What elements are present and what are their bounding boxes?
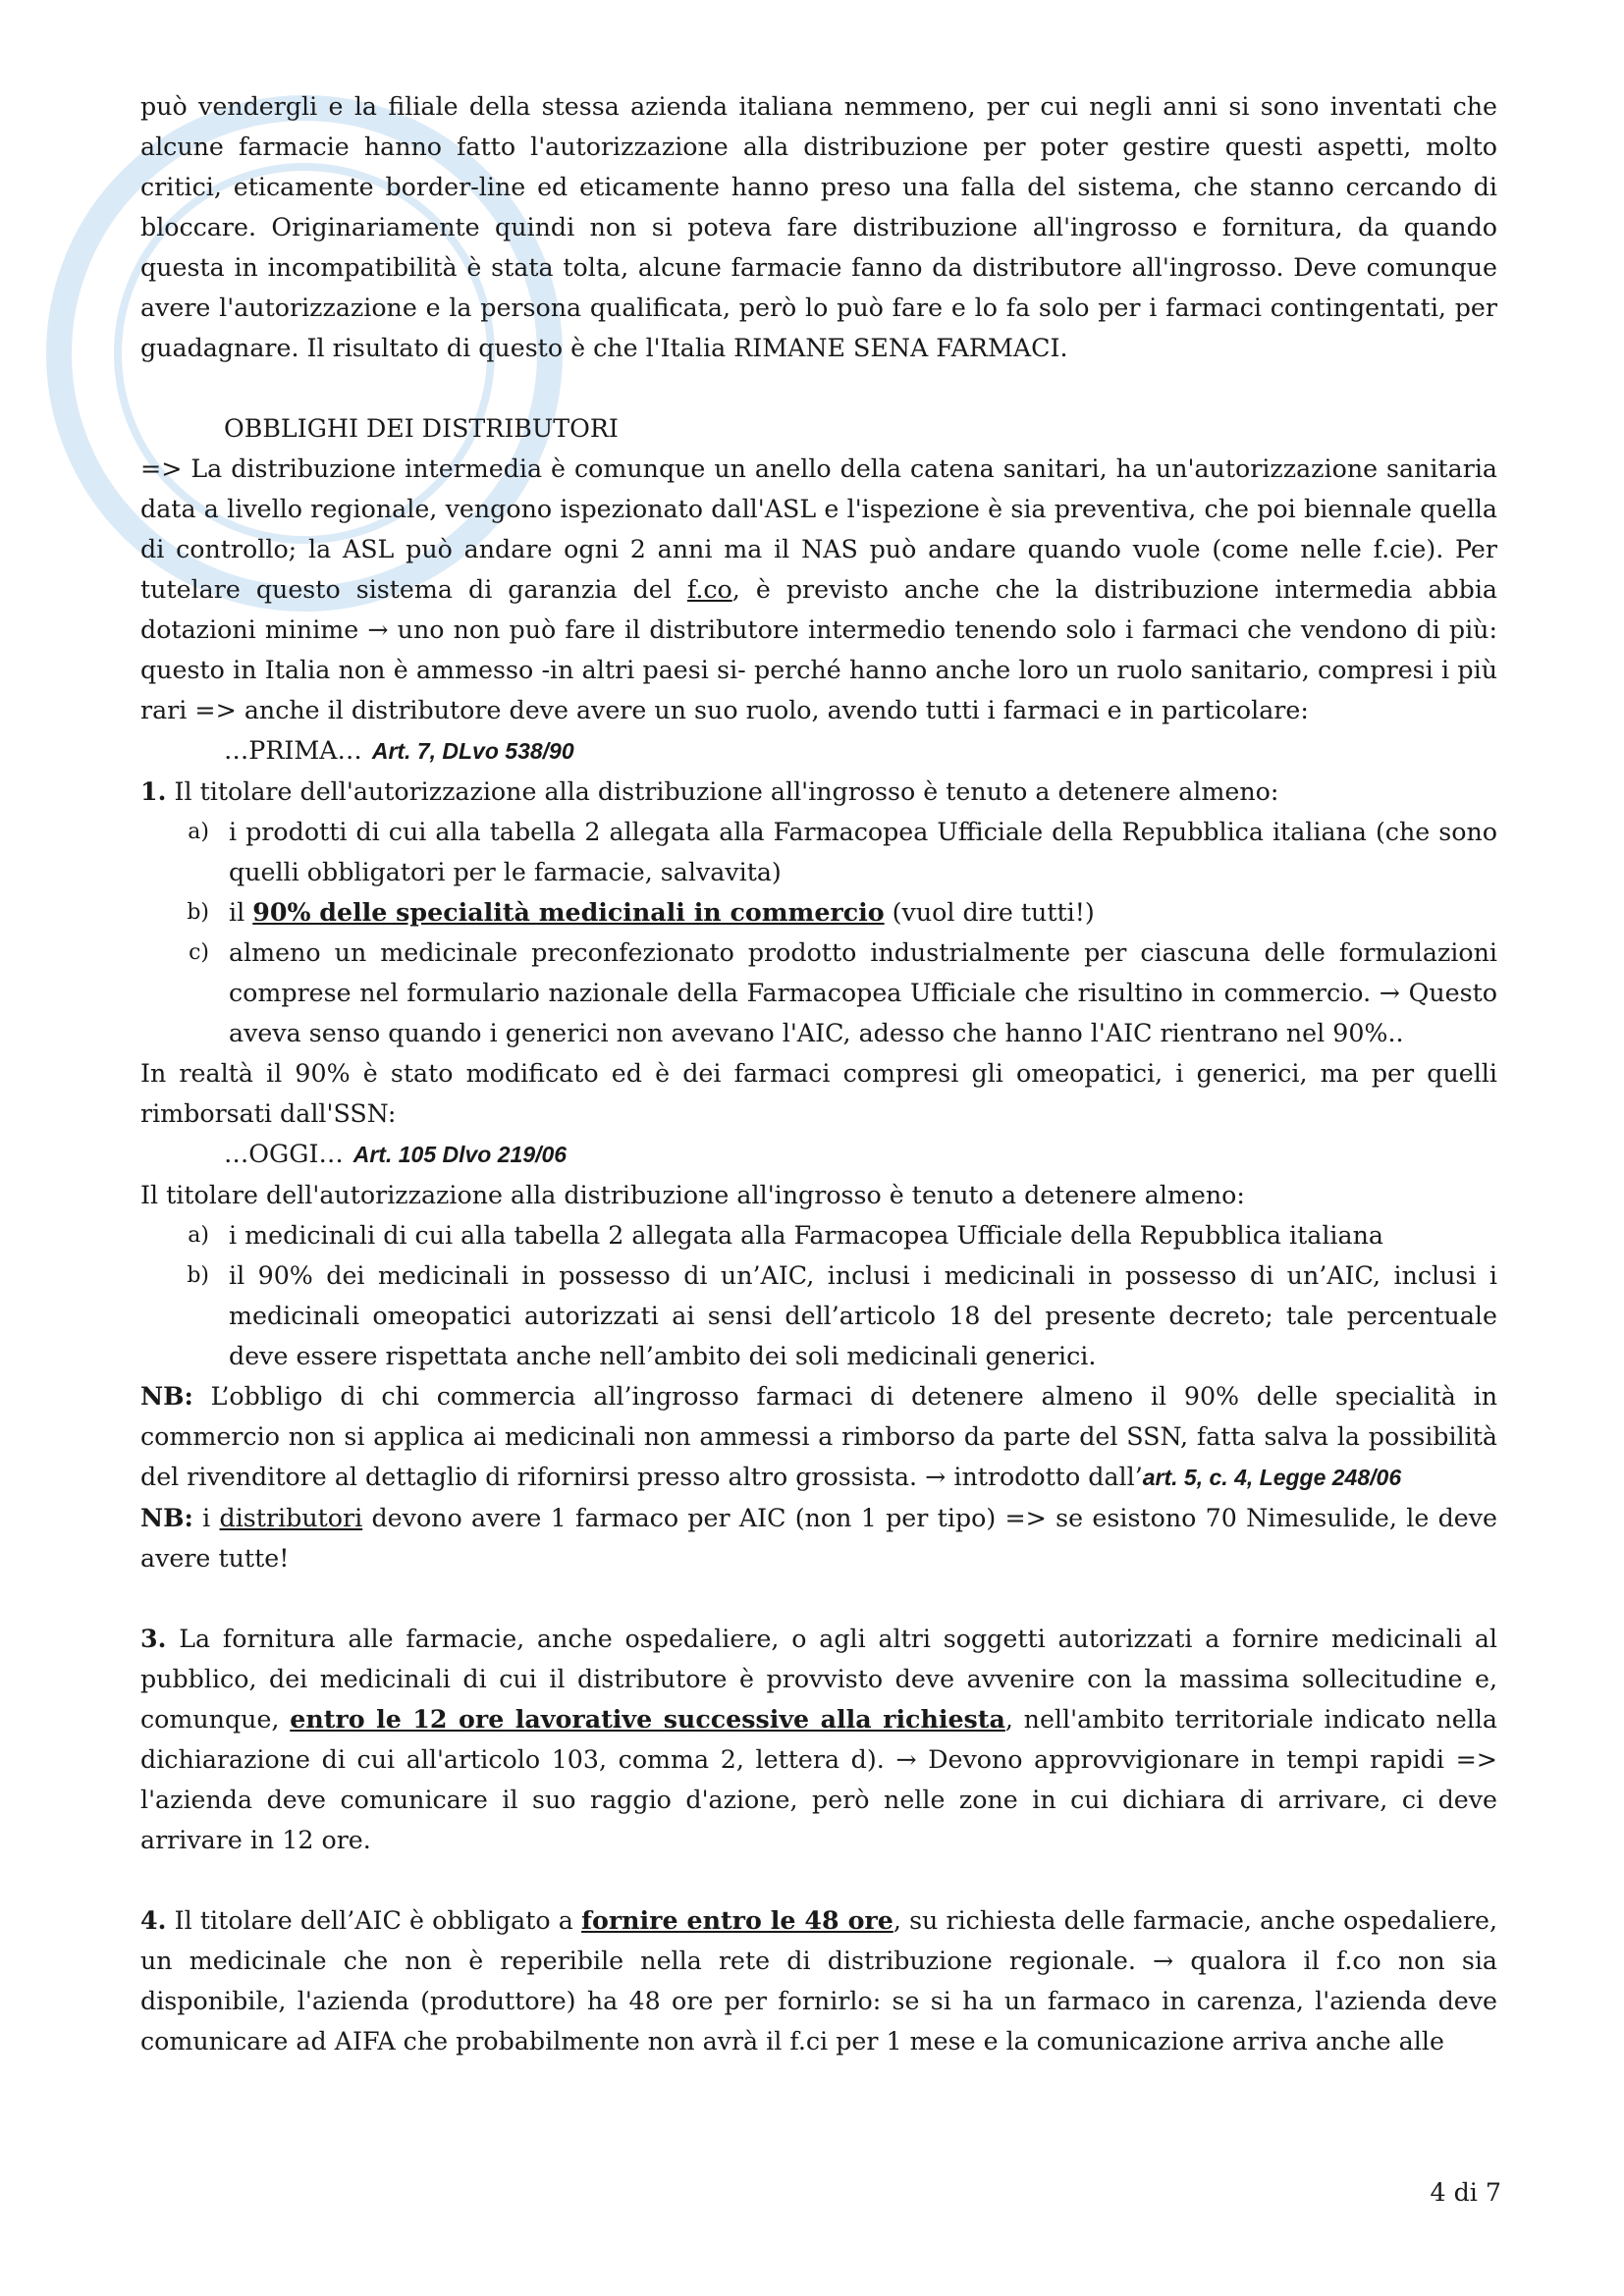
oggi-reference xyxy=(140,1134,1497,1175)
item-text: i medicinali di cui alla tabella 2 allegata alla Farmacopea Ufficiale della Repubblica italiana xyxy=(229,1221,1383,1250)
nb-underlined: distributori xyxy=(219,1504,363,1532)
point-3-post: , nell'ambito territoriale indicato nella dichiarazione di cui all'articolo 103, comma 2, lettera d). → Devono approvvigionare in tempi rapidi => l'azienda deve comunicare il suo raggio d'azione, però nelle zone in cui dichiara di arrivare, ci deve arrivare in 12 ore. xyxy=(140,1705,1498,1854)
document-page xyxy=(140,86,1497,2061)
item-text xyxy=(229,892,1497,933)
obblighi-text-a: => La distribuzione intermedia è comunque un anello della catena sanitari, ha un'autorizzazione sanitaria data a livello regionale, vengono ispezionato dall'ASL e l'ispezione è sia preventiva, che poi biennale quella di controllo; la ASL può andare ogni 2 anni ma il NAS può andare quando vuole (come nelle f.cie). Per tutelare questo sistema di garanzia del xyxy=(140,454,1497,604)
prima-reference xyxy=(140,730,1497,772)
item-text: almeno un medicinale preconfezionato prodotto industrialmente per ciascuna delle formulazioni comprese nel formulario nazionale della Farmacopea Ufficiale che risultino in commercio. → Questo aveva senso quando i generici non avevano l'AIC, adesso che hanno l'AIC rientrano nel 90%.. xyxy=(229,938,1497,1047)
point-4-post: , su richiesta delle farmacie, anche ospedaliere, un medicinale che non è reperibile nella rete di distribuzione regionale. → qualora il f.co non sia disponibile, l'azienda (produttore) ha 48 ore per fornirlo: se si ha un farmaco in carenza, l'azienda deve comunicare ad AIFA che probabilmente non avrà il f.ci per 1 mese e la comunicazione arriva anche alle xyxy=(140,1906,1497,2056)
prima-lead-text: Il titolare dell'autorizzazione alla distribuzione all'ingrosso è tenuto a detenere almeno: xyxy=(174,777,1279,806)
oggi-lead: Il titolare dell'autorizzazione alla distribuzione all'ingrosso è tenuto a detenere almeno: xyxy=(140,1181,1245,1209)
nb-label: NB: xyxy=(140,1381,193,1411)
item-text: i prodotti di cui alla tabella 2 allegata alla Farmacopea Ufficiale della Repubblica italiana (che sono quelli obbligatori per le farmacie, salvavita) xyxy=(229,818,1497,886)
prima-item-a xyxy=(140,812,1497,892)
oggi-art: Art. 105 Dlvo 219/06 xyxy=(352,1142,568,1167)
item-text-post: (vuol dire tutti!) xyxy=(884,898,1095,927)
item-label: c) xyxy=(189,940,209,965)
nb-note-1 xyxy=(140,1376,1497,1498)
prima-lead xyxy=(140,772,1497,812)
point-3-paragraph xyxy=(140,1619,1497,1860)
point-1-number: 1. xyxy=(140,776,167,806)
oggi-item-a xyxy=(140,1215,1497,1255)
obblighi-text-b: , è previsto anche che la distribuzione intermedia abbia dotazioni minime → uno non può fare il distributore intermedio tenendo solo i farmaci che vendono di più: questo in Italia non è ammesso -in altri paesi si- perché hanno anche loro un ruolo sanitario, compresi i più rari => anche il distributore deve avere un suo ruolo, avendo tutti i farmaci e in particolare: xyxy=(140,575,1497,724)
nb-text-post: devono avere 1 farmaco per AIC (non 1 per tipo) => se esistono 70 Nimesulide, le deve avere tutte! xyxy=(140,1504,1497,1573)
oggi-label: …OGGI… xyxy=(224,1140,344,1168)
prima-note: In realtà il 90% è stato modificato ed è dei farmaci compresi gli omeopatici, i generici, ma per quelli rimborsati dall'SSN: xyxy=(140,1059,1497,1128)
item-label: b) xyxy=(187,900,209,925)
point-3-pre: La fornitura alle farmacie, anche ospedaliere, o agli altri soggetti autorizzati a fornire medicinali al pubblico, dei medicinali di cui il distributore è provvisto deve avvenire con la massima sollecitudine e, comunque, xyxy=(140,1625,1497,1734)
spacer xyxy=(140,1860,1497,1900)
section-heading: OBBLIGHI DEI DISTRIBUTORI xyxy=(224,414,619,443)
prima-art: Art. 7, DLvo 538/90 xyxy=(371,738,574,764)
nb-text: L’obbligo di chi commercia all’ingrosso farmaci di detenere almeno il 90% delle specialità in commercio non si applica ai medicinali non ammessi a rimborso da parte del SSN, fatta salva la possibilità del rivenditore al dettaglio di rifornirsi presso altro grossista. → introdotto dall’ xyxy=(140,1382,1497,1491)
page-number: 4 di 7 xyxy=(1430,2178,1501,2207)
prima-label: …PRIMA… xyxy=(224,736,362,765)
spacer xyxy=(140,1578,1497,1619)
point-4-pre: Il titolare dell’AIC è obbligato a xyxy=(166,1906,582,1935)
item-label: a) xyxy=(188,1223,209,1248)
nb-note-2 xyxy=(140,1498,1497,1578)
point-3-bold: entro le 12 ore lavorative successive alla richiesta xyxy=(290,1704,1005,1734)
item-label: b) xyxy=(187,1263,209,1288)
nb-text-pre: i xyxy=(192,1504,220,1532)
nb-label: NB: xyxy=(140,1503,193,1532)
point-4-number: 4. xyxy=(140,1905,167,1935)
item-text-pre: il xyxy=(229,898,253,927)
oggi-item-b xyxy=(140,1255,1497,1376)
point-4-paragraph xyxy=(140,1900,1497,2061)
prima-item-c xyxy=(140,933,1497,1053)
point-3-number: 3. xyxy=(140,1624,167,1653)
intro-paragraph: può vendergli e la filiale della stessa azienda italiana nemmeno, per cui negli anni si sono inventati che alcune farmacie hanno fatto l'autorizzazione alla distribuzione per poter gestire questi aspetti, molto critici, eticamente border-line ed eticamente hanno preso una falla del sistema, che stanno cercando di bloccare. Originariamente quindi non si poteva fare distribuzione all'ingrosso e fornitura, da quando questa in incompatibilità è stata tolta, alcune farmacie fanno da distributore all'ingrosso. Deve comunque avere l'autorizzazione e la persona qualificata, però lo può fare e lo fa solo per i farmaci contingentati, per guadagnare. Il risultato di questo è che l'Italia RIMANE SENA FARMACI. xyxy=(140,92,1497,362)
fco-underlined: f.co xyxy=(686,575,732,604)
point-4-bold: fornire entro le 48 ore xyxy=(581,1905,893,1935)
item-text-bold: 90% delle specialità medicinali in commercio xyxy=(252,897,885,927)
prima-item-b xyxy=(140,892,1497,933)
nb-art: art. 5, c. 4, Legge 248/06 xyxy=(1142,1465,1402,1490)
item-label: a) xyxy=(188,820,209,844)
obblighi-paragraph xyxy=(140,449,1497,730)
item-text: il 90% dei medicinali in possesso di un’AIC, inclusi i medicinali in possesso di un’AIC, inclusi i medicinali omeopatici autorizzati ai sensi dell’articolo 18 del presente decreto; tale percentuale deve essere rispettata anche nell’ambito dei soli medicinali generici. xyxy=(229,1261,1497,1370)
